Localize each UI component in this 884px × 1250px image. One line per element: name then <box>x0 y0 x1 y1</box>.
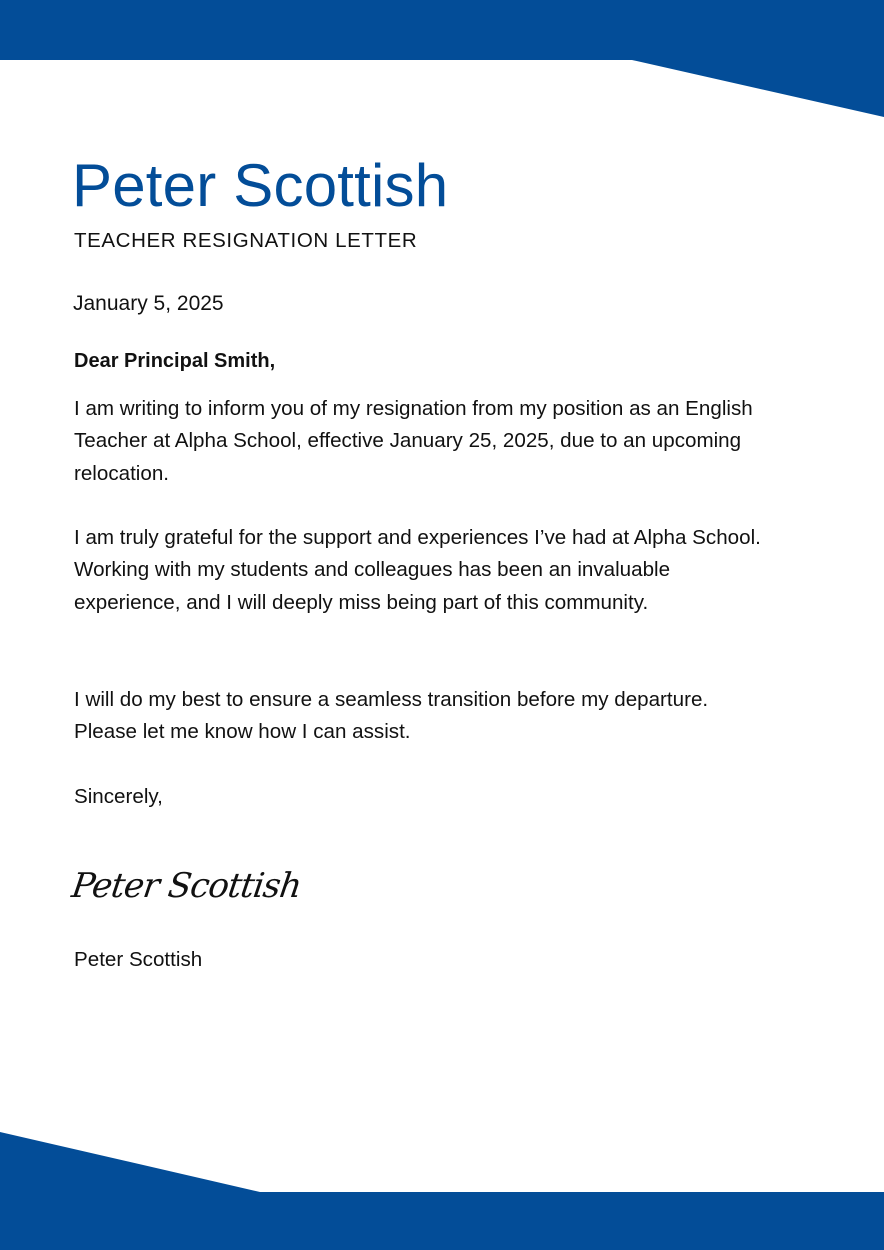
body-paragraph: I will do my best to ensure a seamless transition before my departure. Please let me know how I can assist. <box>74 688 709 744</box>
salutation: Dear Principal Smith, <box>74 350 276 372</box>
letter-subtitle: TEACHER RESIGNATION LETTER <box>74 229 418 252</box>
body-paragraph: I am writing to inform you of my resignation from my position as an English Teacher at Alpha School, effective January 25, 2025, due to an upcoming relocation. <box>74 397 753 485</box>
bottom-decorative-band <box>0 1128 884 1250</box>
closing: Sincerely, <box>74 785 163 808</box>
handwritten-signature: Peter Scottish <box>69 866 304 906</box>
signer-name: Peter Scottish <box>74 948 203 971</box>
body-paragraph: I am truly grateful for the support and experiences I’ve had at Alpha School. Working with my students and colleagues has been an invaluable experience, and I will deeply miss being part of this community. <box>74 526 761 614</box>
top-decorative-band <box>0 0 884 120</box>
letter-title: Peter Scottish <box>72 152 449 219</box>
letter-date: January 5, 2025 <box>73 292 224 315</box>
